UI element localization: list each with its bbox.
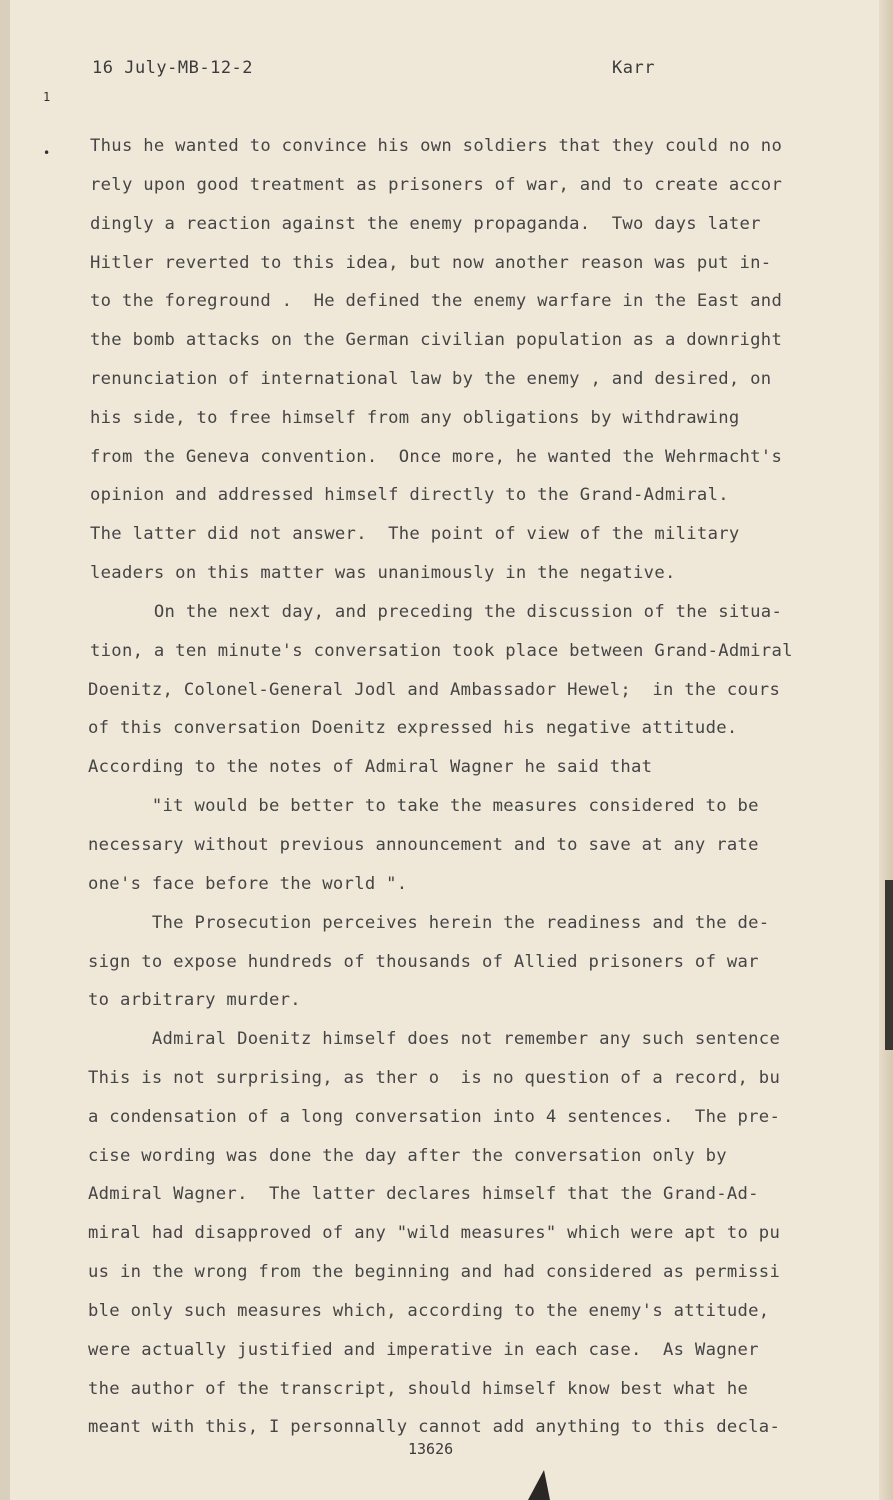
text-line: Admiral Wagner. The latter declares himself that the Grand-Ad- (88, 1184, 759, 1204)
margin-mark: 1 (43, 90, 51, 104)
text-line: Thus he wanted to convince his own soldiers that they could no no (90, 136, 783, 156)
text-line: meant with this, I personnally cannot add anything to this decla- (88, 1417, 781, 1437)
document-reference: 16 July-MB-12-2 (92, 58, 254, 78)
quote-line: "it would be better to take the measures considered to be (88, 796, 759, 816)
text-line: This is not surprising, as ther o is no question of a record, bu (88, 1068, 781, 1088)
quote-line: one's face before the world ". (88, 874, 408, 894)
text-line: from the Geneva convention. Once more, he wanted the Wehrmacht's (90, 447, 783, 467)
text-line: of this conversation Doenitz expressed his negative attitude. (88, 718, 738, 738)
text-line: The latter did not answer. The point of view of the military (90, 524, 740, 544)
text-line: renunciation of international law by the enemy , and desired, on (90, 369, 772, 389)
text-line: ble only such measures which, according to the enemy's attitude, (88, 1301, 770, 1321)
text-line: to arbitrary murder. (88, 990, 301, 1010)
text-line: tion, a ten minute's conversation took place between Grand-Admiral (90, 641, 793, 661)
speaker-name: Karr (612, 58, 655, 78)
margin-mark: • (43, 146, 51, 160)
text-line: opinion and addressed himself directly to the Grand-Admiral. (90, 485, 729, 505)
text-line: leaders on this matter was unanimously in the negative. (90, 563, 676, 583)
text-line: cise wording was done the day after the conversation only by (88, 1146, 727, 1166)
text-line: According to the notes of Admiral Wagner he said that (88, 757, 653, 777)
text-line: the bomb attacks on the German civilian population as a downright (90, 330, 783, 350)
text-line: dingly a reaction against the enemy propaganda. Two days later (90, 214, 761, 234)
text-line: were actually justified and imperative in each case. As Wagner (88, 1340, 759, 1360)
page-number: 13626 (408, 1440, 454, 1458)
text-line: Doenitz, Colonel-General Jodl and Ambassador Hewel; in the cours (88, 680, 781, 700)
text-line: rely upon good treatment as prisoners of war, and to create accor (90, 175, 783, 195)
torn-corner-mark (528, 1470, 550, 1500)
text-line: miral had disapproved of any "wild measures" which were apt to pu (88, 1223, 781, 1243)
quote-line: necessary without previous announcement and to save at any rate (88, 835, 759, 855)
text-line: a condensation of a long conversation into 4 sentences. The pre- (88, 1107, 781, 1127)
text-line: the author of the transcript, should himself know best what he (88, 1379, 749, 1399)
text-line: his side, to free himself from any obligations by withdrawing (90, 408, 740, 428)
text-line: us in the wrong from the beginning and had considered as permissi (88, 1262, 781, 1282)
page-edge (879, 0, 893, 1500)
text-line: sign to expose hundreds of thousands of Allied prisoners of war (88, 952, 759, 972)
text-line: to the foreground . He defined the enemy warfare in the East and (90, 291, 783, 311)
text-line: Admiral Doenitz himself does not remember any such sentence (88, 1029, 781, 1049)
text-line: The Prosecution perceives herein the readiness and the de- (88, 913, 770, 933)
page-edge-shadow (885, 880, 893, 1050)
text-line: On the next day, and preceding the discussion of the situa- (90, 602, 783, 622)
text-line: Hitler reverted to this idea, but now another reason was put in- (90, 253, 772, 273)
